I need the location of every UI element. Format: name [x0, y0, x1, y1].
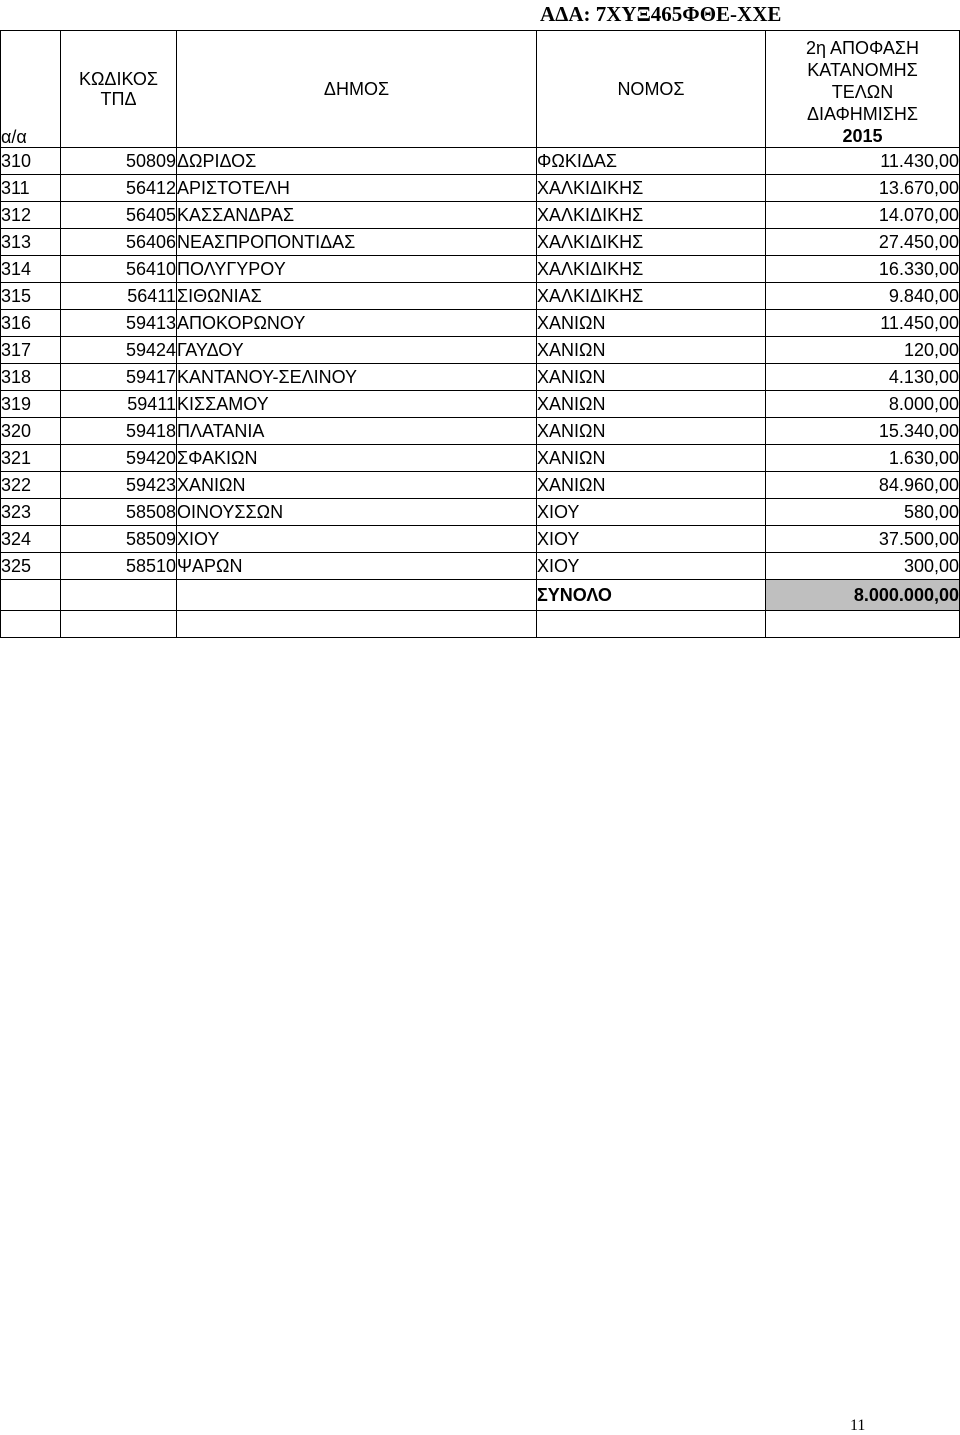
cell-code: 56411 [61, 283, 177, 310]
cell-code: 56410 [61, 256, 177, 283]
table-row [1, 283, 960, 310]
cell-code: 56405 [61, 202, 177, 229]
table-row [1, 337, 960, 364]
cell-code: 59418 [61, 418, 177, 445]
header-nomos: ΝΟΜΟΣ [537, 31, 766, 148]
cell-code: 56412 [61, 175, 177, 202]
cell-nomos: ΦΩΚΙΔΑΣ [537, 148, 766, 175]
empty-cell [177, 580, 537, 611]
cell-aa: 310 [1, 148, 61, 175]
cell-aa: 319 [1, 391, 61, 418]
cell-aa: 320 [1, 418, 61, 445]
cell-dimos: ΔΩΡΙΔΟΣ [177, 148, 537, 175]
cell-code: 59420 [61, 445, 177, 472]
cell-nomos: ΧΑΛΚΙΔΙΚΗΣ [537, 256, 766, 283]
cell-nomos: ΧΑΝΙΩΝ [537, 418, 766, 445]
cell-nomos: ΧΑΛΚΙΔΙΚΗΣ [537, 283, 766, 310]
cell-amount: 120,00 [766, 337, 960, 364]
cell-nomos: ΧΑΝΙΩΝ [537, 445, 766, 472]
table-row [1, 553, 960, 580]
cell-dimos: ΓΑΥΔΟΥ [177, 337, 537, 364]
page-number: 11 [850, 1417, 866, 1434]
cell-nomos: ΧΙΟΥ [537, 526, 766, 553]
table-row [1, 310, 960, 337]
table-row [1, 364, 960, 391]
cell-amount: 11.430,00 [766, 148, 960, 175]
cell-dimos: ΠΟΛΥΓΥΡΟΥ [177, 256, 537, 283]
header-code [61, 31, 177, 148]
cell-amount: 300,00 [766, 553, 960, 580]
cell-amount: 9.840,00 [766, 283, 960, 310]
cell-amount: 580,00 [766, 499, 960, 526]
table-row [1, 391, 960, 418]
empty-cell [61, 611, 177, 638]
header-amount-line3: ΤΕΛΩΝ [831, 82, 894, 102]
cell-code: 59424 [61, 337, 177, 364]
cell-amount: 14.070,00 [766, 202, 960, 229]
cell-nomos: ΧΑΝΙΩΝ [537, 310, 766, 337]
cell-dimos: ΧΙΟΥ [177, 526, 537, 553]
table-row [1, 526, 960, 553]
table-row [1, 148, 960, 175]
table-body [1, 148, 960, 638]
cell-aa: 313 [1, 229, 61, 256]
cell-aa: 311 [1, 175, 61, 202]
total-label: ΣΥΝΟΛΟ [537, 580, 766, 611]
table-row [1, 256, 960, 283]
cell-code: 56406 [61, 229, 177, 256]
table-row [1, 175, 960, 202]
cell-aa: 324 [1, 526, 61, 553]
header-amount [766, 31, 960, 148]
allocation-table [0, 30, 960, 638]
cell-dimos: ΠΛΑΤΑΝΙΑ [177, 418, 537, 445]
empty-cell [61, 580, 177, 611]
cell-amount: 15.340,00 [766, 418, 960, 445]
header-dimos: ΔΗΜΟΣ [177, 31, 537, 148]
cell-code: 59423 [61, 472, 177, 499]
cell-aa: 312 [1, 202, 61, 229]
empty-cell [766, 611, 960, 638]
table-row [1, 418, 960, 445]
cell-nomos: ΧΙΟΥ [537, 553, 766, 580]
cell-nomos: ΧΑΝΙΩΝ [537, 337, 766, 364]
header-amount-line4: ΔΙΑΦΗΜΙΣΗΣ [806, 104, 919, 124]
cell-dimos: ΑΠΟΚΟΡΩΝΟΥ [177, 310, 537, 337]
table-row [1, 445, 960, 472]
cell-aa: 314 [1, 256, 61, 283]
cell-nomos: ΧΑΝΙΩΝ [537, 472, 766, 499]
ada-code: ΑΔΑ: 7ΧΥΞ465ΦΘΕ-ΧΧΕ [540, 2, 782, 26]
cell-amount: 27.450,00 [766, 229, 960, 256]
cell-amount: 1.630,00 [766, 445, 960, 472]
table-row [1, 472, 960, 499]
empty-cell [177, 611, 537, 638]
cell-aa: 322 [1, 472, 61, 499]
cell-aa: 317 [1, 337, 61, 364]
cell-code: 59411 [61, 391, 177, 418]
cell-amount: 16.330,00 [766, 256, 960, 283]
cell-code: 59417 [61, 364, 177, 391]
cell-nomos: ΧΑΛΚΙΔΙΚΗΣ [537, 229, 766, 256]
cell-code: 58510 [61, 553, 177, 580]
total-value: 8.000.000,00 [766, 580, 960, 611]
table-row [1, 499, 960, 526]
table-header-row [1, 31, 960, 148]
cell-amount: 4.130,00 [766, 364, 960, 391]
header-amount-line1: 2η ΑΠΟΦΑΣΗ [805, 38, 919, 58]
cell-dimos: ΚΙΣΣΑΜΟΥ [177, 391, 537, 418]
blank-row [1, 611, 960, 638]
cell-aa: 315 [1, 283, 61, 310]
cell-nomos: ΧΙΟΥ [537, 499, 766, 526]
cell-code: 58509 [61, 526, 177, 553]
header-amount-line2: ΚΑΤΑΝΟΜΗΣ [807, 60, 918, 80]
cell-dimos: ΚΑΝΤΑΝΟΥ-ΣΕΛΙΝΟΥ [177, 364, 537, 391]
cell-code: 58508 [61, 499, 177, 526]
table-row [1, 202, 960, 229]
cell-code: 50809 [61, 148, 177, 175]
cell-aa: 316 [1, 310, 61, 337]
cell-dimos: ΑΡΙΣΤΟΤΕΛΗ [177, 175, 537, 202]
table-row [1, 229, 960, 256]
cell-nomos: ΧΑΛΚΙΔΙΚΗΣ [537, 202, 766, 229]
cell-dimos: ΧΑΝΙΩΝ [177, 472, 537, 499]
cell-amount: 13.670,00 [766, 175, 960, 202]
total-row [1, 580, 960, 611]
empty-cell [537, 611, 766, 638]
cell-amount: 8.000,00 [766, 391, 960, 418]
cell-dimos: ΣΙΘΩΝΙΑΣ [177, 283, 537, 310]
cell-dimos: ΚΑΣΣΑΝΔΡΑΣ [177, 202, 537, 229]
cell-nomos: ΧΑΝΙΩΝ [537, 364, 766, 391]
cell-dimos: ΨΑΡΩΝ [177, 553, 537, 580]
cell-amount: 84.960,00 [766, 472, 960, 499]
header-aa: α/α [1, 31, 61, 148]
cell-code: 59413 [61, 310, 177, 337]
cell-dimos: ΟΙΝΟΥΣΣΩΝ [177, 499, 537, 526]
cell-nomos: ΧΑΝΙΩΝ [537, 391, 766, 418]
cell-aa: 323 [1, 499, 61, 526]
empty-cell [1, 580, 61, 611]
cell-amount: 11.450,00 [766, 310, 960, 337]
header-amount-year: 2015 [842, 126, 883, 146]
cell-dimos: ΝΕΑΣΠΡΟΠΟΝΤΙΔΑΣ [177, 229, 537, 256]
cell-amount: 37.500,00 [766, 526, 960, 553]
header-code-line2: ΤΠΔ [100, 89, 137, 109]
cell-dimos: ΣΦΑΚΙΩΝ [177, 445, 537, 472]
cell-nomos: ΧΑΛΚΙΔΙΚΗΣ [537, 175, 766, 202]
cell-aa: 325 [1, 553, 61, 580]
header-code-line1: ΚΩΔΙΚΟΣ [78, 69, 159, 89]
cell-aa: 318 [1, 364, 61, 391]
cell-aa: 321 [1, 445, 61, 472]
empty-cell [1, 611, 61, 638]
